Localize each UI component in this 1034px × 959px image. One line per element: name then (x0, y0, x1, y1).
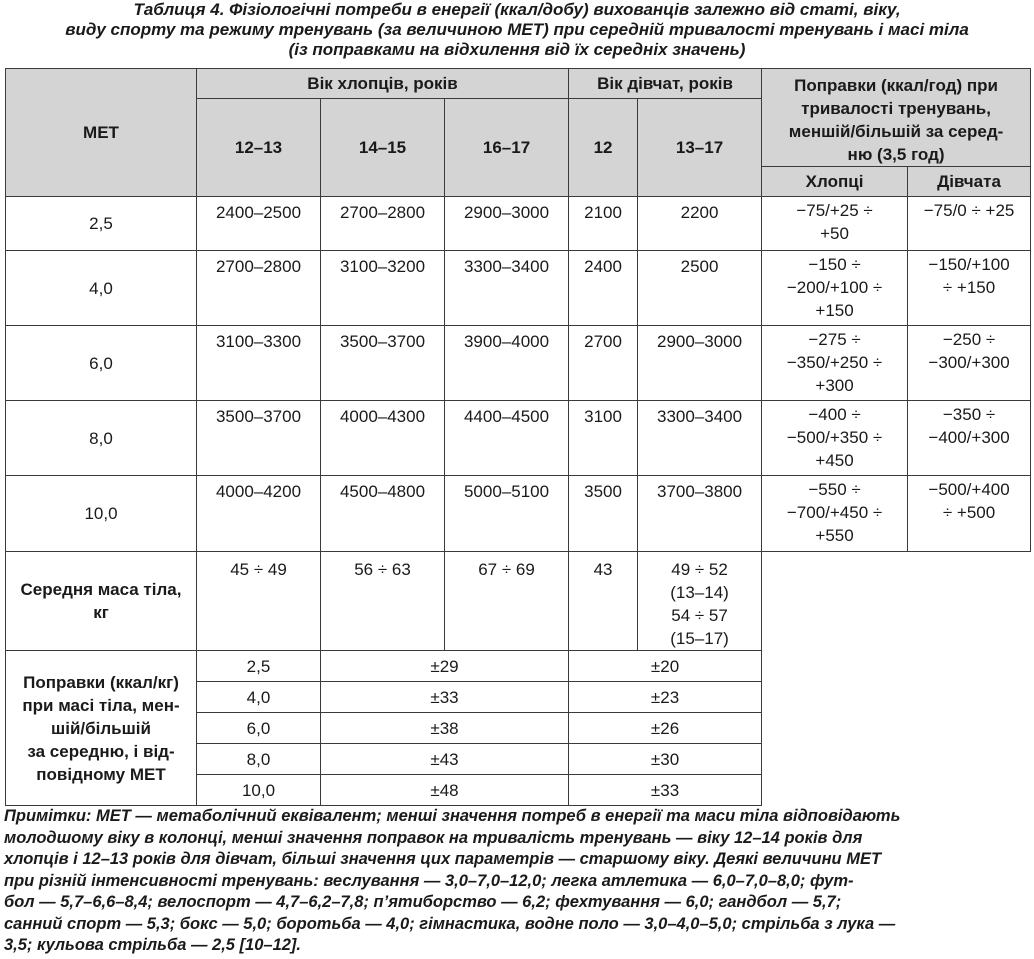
header-girls: Дівчата (908, 167, 1031, 197)
header-girls-12: 12 (569, 99, 638, 197)
header-girls-age: Вік дівчат, років (569, 69, 762, 99)
girls-13-17-value: 2500 (638, 251, 762, 326)
girls-12-value: 2400 (569, 251, 638, 326)
boys-16-17-value: 3900–4000 (445, 326, 569, 401)
notes-line: 3,5; кульова стрільба — 2,5 [10–12]. (4, 936, 302, 954)
girls-duration-correction: −75/0 ÷ +25 (908, 197, 1031, 251)
table-notes (4, 806, 1030, 957)
boys-16-17-mass: 67 ÷ 69 (445, 552, 569, 651)
mass-correction-boys: ±33 (321, 682, 569, 713)
girls-12-value: 2100 (569, 197, 638, 251)
girls-13-17-value: 2200 (638, 197, 762, 251)
mass-correction-boys: ±43 (321, 744, 569, 775)
boys-16-17-value: 2900–3000 (445, 197, 569, 251)
boys-16-17-value: 4400–4500 (445, 401, 569, 476)
mass-correction-girls: ±30 (569, 744, 762, 775)
caption-line: Таблиця 4. Фізіологічні потреби в енергії (ккал/добу) вихованців залежно від статі, віку, (133, 0, 901, 19)
mass-correction-boys: ±48 (321, 775, 569, 806)
met-value: 2,5 (6, 197, 197, 251)
mass-correction-girls: ±33 (569, 775, 762, 806)
notes-line: при різній інтенсивності тренувань: веслування — 3,0–7,0–12,0; легка атлетика — 6,0–7,0–8,0; фут- (4, 871, 854, 890)
girls-duration-correction: −350 ÷ −400/+300 (908, 401, 1031, 476)
header-met: МЕТ (6, 69, 197, 197)
boys-14-15-value: 4500–4800 (321, 476, 445, 552)
boys-14-15-value: 3500–3700 (321, 326, 445, 401)
table-row (6, 197, 1031, 251)
boys-duration-correction: −150 ÷ −200/+100 ÷ +150 (762, 251, 908, 326)
girls-13-17-value: 3300–3400 (638, 401, 762, 476)
header-boys-12-13: 12–13 (197, 99, 321, 197)
girls-13-17-value: 2900–3000 (638, 326, 762, 401)
notes-line: хлопців і 12–13 років для дівчат, більші значення цих параметрів — старшому віку. Деякі величини МЕТ (4, 850, 882, 868)
empty-cell (762, 552, 1031, 806)
notes-line: бол — 5,7–6,6–8,4; велоспорт — 4,7–6,2–7,8; п’ятиборство — 6,2; фехтування — 6,0; гандбол — 5,7; (4, 893, 842, 911)
mass-correction-met: 2,5 (197, 651, 321, 682)
boys-12-13-value: 3500–3700 (197, 401, 321, 476)
mass-correction-met: 8,0 (197, 744, 321, 775)
girls-13-17-mass: 49 ÷ 52 (13–14) 54 ÷ 57 (15–17) (638, 552, 762, 651)
header-duration-corrections: Поправки (ккал/год) при тривалості тренувань, меншій/більшій за серед- ню (3,5 год) (762, 69, 1031, 167)
boys-12-13-value: 4000–4200 (197, 476, 321, 552)
caption-line: (із поправками на відхилення від їх середніх значень) (288, 40, 746, 59)
boys-14-15-value: 4000–4300 (321, 401, 445, 476)
mass-correction-met: 10,0 (197, 775, 321, 806)
caption-line: виду спорту та режиму тренувань (за величиною МЕТ) при середній тривалості тренувань і масі тіла (65, 20, 969, 39)
girls-12-value: 3500 (569, 476, 638, 552)
average-mass-label: Середня маса тіла, кг (6, 552, 197, 651)
notes-line: санний спорт — 5,3; бокс — 5,0; боротьба — 4,0; гімнастика, водне поло — 3,0–4,0–5,0; стрільба з лука — (4, 914, 896, 933)
girls-12-value: 2700 (569, 326, 638, 401)
boys-12-13-value: 3100–3300 (197, 326, 321, 401)
mass-row (6, 552, 1031, 651)
boys-12-13-value: 2700–2800 (197, 251, 321, 326)
table-caption (0, 0, 1034, 66)
mass-correction-girls: ±26 (569, 713, 762, 744)
girls-12-mass: 43 (569, 552, 638, 651)
girls-duration-correction: −150/+100 ÷ +150 (908, 251, 1031, 326)
boys-duration-correction: −550 ÷ −700/+450 ÷ +550 (762, 476, 908, 552)
mass-correction-met: 4,0 (197, 682, 321, 713)
boys-duration-correction: −75/+25 ÷ +50 (762, 197, 908, 251)
boys-16-17-value: 3300–3400 (445, 251, 569, 326)
mass-correction-boys: ±29 (321, 651, 569, 682)
boys-12-13-value: 2400–2500 (197, 197, 321, 251)
mass-correction-girls: ±20 (569, 651, 762, 682)
girls-duration-correction: −500/+400 ÷ +500 (908, 476, 1031, 552)
met-value: 10,0 (6, 476, 197, 552)
girls-13-17-value: 3700–3800 (638, 476, 762, 552)
met-value: 8,0 (6, 401, 197, 476)
girls-12-value: 3100 (569, 401, 638, 476)
header-boys-14-15: 14–15 (321, 99, 445, 197)
header-boys-16-17: 16–17 (445, 99, 569, 197)
header-girls-13-17: 13–17 (638, 99, 762, 197)
energy-needs-table (5, 68, 1031, 806)
boys-14-15-value: 2700–2800 (321, 197, 445, 251)
mass-correction-boys: ±38 (321, 713, 569, 744)
table-row (6, 476, 1031, 552)
girls-duration-correction: −250 ÷ −300/+300 (908, 326, 1031, 401)
mass-correction-met: 6,0 (197, 713, 321, 744)
header-boys-age: Вік хлопців, років (197, 69, 569, 99)
table-row (6, 326, 1031, 401)
boys-14-15-mass: 56 ÷ 63 (321, 552, 445, 651)
boys-duration-correction: −275 ÷ −350/+250 ÷ +300 (762, 326, 908, 401)
boys-16-17-value: 5000–5100 (445, 476, 569, 552)
header-boys: Хлопці (762, 167, 908, 197)
mass-correction-label: Поправки (ккал/кг) при масі тіла, мен- шій/більшій за середню, і від- повідному МЕТ (6, 651, 197, 806)
notes-line: Примітки: МЕТ — метаболічний еквівалент; менші значення потреб в енергії та маси тіла відповідають (4, 807, 901, 825)
mass-correction-girls: ±23 (569, 682, 762, 713)
met-value: 4,0 (6, 251, 197, 326)
met-value: 6,0 (6, 326, 197, 401)
boys-duration-correction: −400 ÷ −500/+350 ÷ +450 (762, 401, 908, 476)
table-row (6, 401, 1031, 476)
boys-12-13-mass: 45 ÷ 49 (197, 552, 321, 651)
boys-14-15-value: 3100–3200 (321, 251, 445, 326)
notes-line: молодшому віку в колонці, менші значення поправок на тривалість тренувань — віку 12–14 років для (4, 828, 863, 847)
table-row (6, 251, 1031, 326)
